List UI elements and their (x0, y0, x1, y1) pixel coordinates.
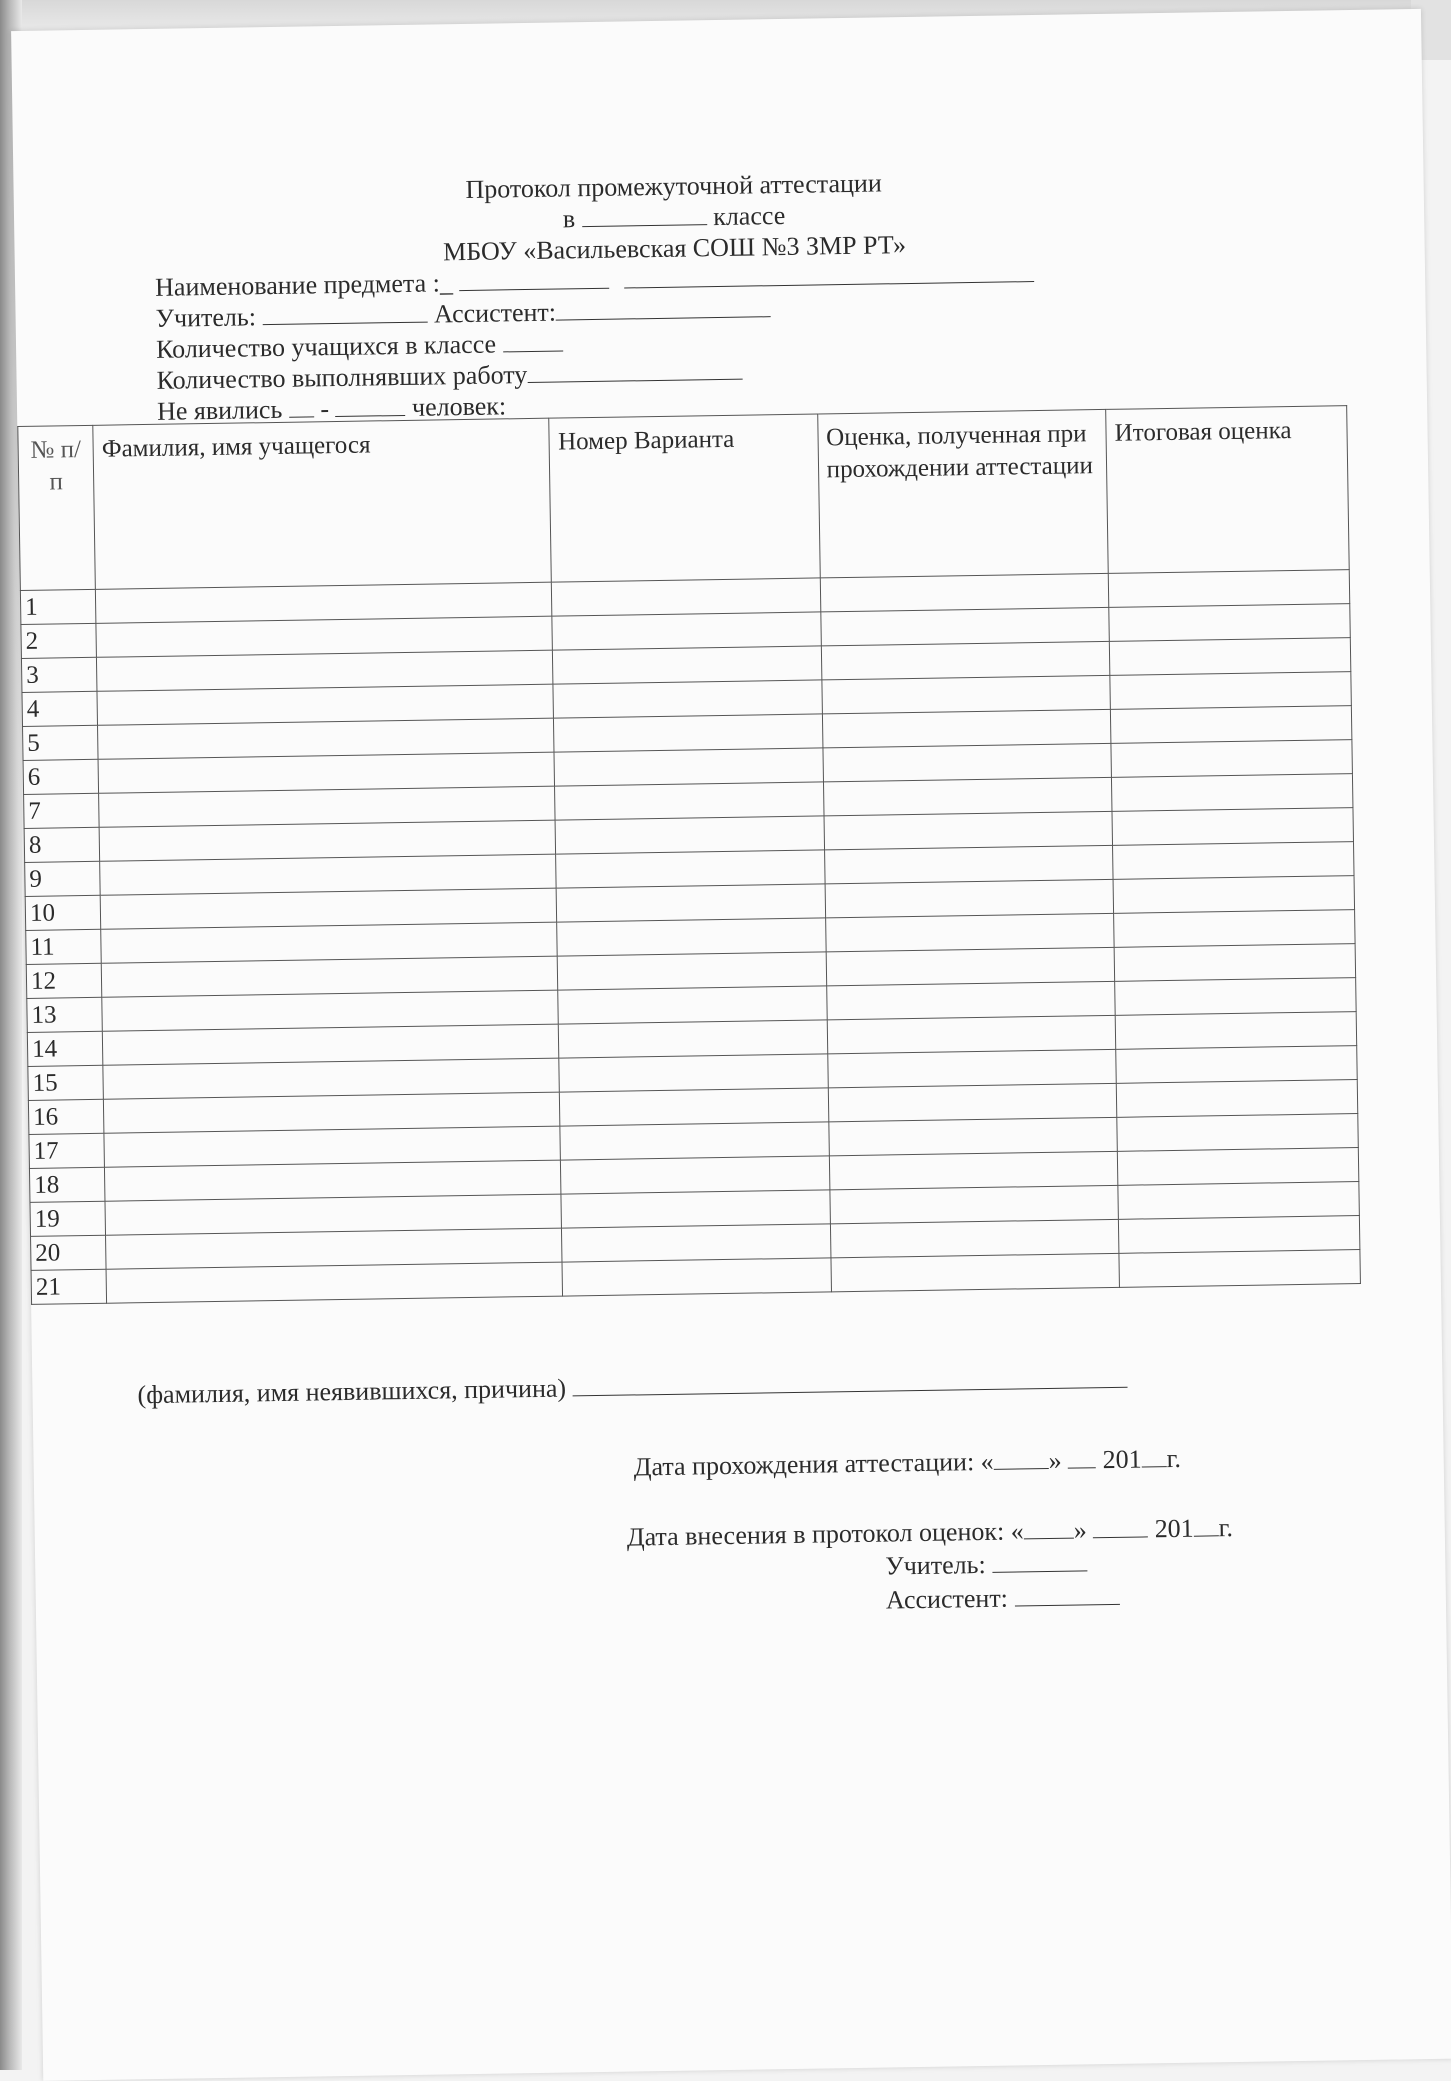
class-blank (581, 202, 706, 227)
final-grade-cell (1110, 672, 1351, 710)
entry-date-line (627, 1512, 1234, 1553)
final-grade-cell (1115, 978, 1356, 1016)
row-number-cell: 19 (30, 1201, 106, 1236)
variant-cell (559, 1054, 828, 1092)
exam-date-year: 201 (1102, 1444, 1142, 1475)
final-grade-cell (1119, 1216, 1360, 1254)
absent-note-line (137, 1364, 1127, 1411)
variant-cell (553, 646, 822, 684)
header-final-grade: Итоговая оценка (1106, 406, 1349, 574)
final-grade-cell (1108, 570, 1349, 608)
grade-cell (826, 947, 1115, 986)
grade-cell (827, 1015, 1116, 1054)
grade-cell (828, 1117, 1117, 1156)
variant-cell (557, 918, 826, 956)
row-number-cell: 15 (28, 1065, 104, 1100)
absent-note-label: (фамилия, имя неявившихся, причина) (137, 1373, 567, 1410)
variant-cell (560, 1122, 829, 1160)
student-name-cell (106, 1262, 563, 1303)
grade-cell (821, 675, 1110, 714)
grade-cell (828, 1083, 1117, 1122)
row-number-cell: 5 (23, 725, 99, 760)
school-name: МБОУ «Васильевская СОШ №3 ЗМР РТ» (442, 230, 907, 267)
variant-cell (553, 680, 822, 718)
teacher-sign-line (885, 1547, 1087, 1581)
row-number-cell: 14 (27, 1031, 103, 1066)
final-grade-cell (1114, 910, 1355, 948)
final-grade-cell (1119, 1250, 1360, 1288)
header-variant: Номер Варианта (549, 414, 820, 582)
row-number-cell: 20 (31, 1235, 107, 1270)
final-grade-cell (1109, 604, 1350, 642)
variant-cell (552, 612, 821, 650)
grade-cell (820, 573, 1109, 612)
variant-cell (558, 986, 827, 1024)
entry-month-blank (1093, 1514, 1148, 1538)
final-grade-cell (1112, 774, 1353, 812)
row-number-cell: 9 (25, 861, 101, 896)
row-number-cell: 4 (22, 691, 98, 726)
absent-blank-1 (289, 394, 314, 417)
absent-suffix: человек: (411, 391, 507, 422)
absent-blank-2 (335, 393, 405, 417)
absent-label: Не явились (156, 394, 283, 426)
grade-cell (824, 845, 1113, 884)
grade-cell (830, 1219, 1119, 1258)
row-number-cell: 16 (28, 1099, 104, 1134)
absent-dash: - (320, 394, 330, 424)
exam-date-suffix: г. (1166, 1443, 1182, 1474)
variant-cell (562, 1258, 831, 1296)
row-number-cell: 2 (21, 623, 97, 658)
exam-date-mid: » (1048, 1445, 1062, 1475)
final-grade-cell (1116, 1046, 1357, 1084)
table-header-row (18, 406, 1349, 591)
grade-cell (825, 913, 1114, 952)
variant-cell (559, 1020, 828, 1058)
grade-cell (824, 811, 1113, 850)
variant-cell (560, 1088, 829, 1126)
entry-date-label: Дата внесения в протокол оценок: « (626, 1516, 1024, 1552)
assistant-sign-blank (1014, 1582, 1119, 1607)
entry-date-mid: » (1073, 1515, 1087, 1545)
variant-cell (562, 1224, 831, 1262)
teacher-blank (262, 300, 427, 326)
grade-cell (825, 879, 1114, 918)
students-count-label: Количество учащихся в классе (155, 329, 497, 364)
grade-cell (823, 777, 1112, 816)
variant-cell (554, 748, 823, 786)
grade-cell (827, 1049, 1116, 1088)
row-number-cell: 7 (24, 793, 100, 828)
teacher-label: Учитель: (155, 302, 257, 333)
assistant-blank (556, 294, 771, 320)
completed-label: Количество выполнявших работу (156, 360, 528, 395)
final-grade-cell (1116, 1080, 1357, 1118)
subject-blank-2 (624, 259, 1034, 288)
grade-cell (826, 981, 1115, 1020)
variant-cell (558, 952, 827, 990)
exam-month-blank (1068, 1445, 1096, 1468)
row-number-cell: 17 (29, 1133, 105, 1168)
teacher-sign-blank (992, 1548, 1087, 1572)
row-number-cell: 11 (26, 929, 102, 964)
class-suffix: классе (712, 200, 786, 232)
variant-cell (561, 1190, 830, 1228)
final-grade-cell (1112, 808, 1353, 846)
final-grade-cell (1111, 740, 1352, 778)
header-grade: Оценка, полученная при прохождении аттестации (817, 409, 1108, 578)
document-page (11, 9, 1451, 2081)
table-body (20, 570, 1360, 1305)
grade-cell (829, 1151, 1118, 1190)
row-number-cell: 10 (25, 895, 101, 930)
final-grade-cell (1109, 638, 1350, 676)
grade-cell (831, 1253, 1120, 1292)
final-grade-cell (1117, 1114, 1358, 1152)
class-prefix: в (562, 204, 576, 234)
variant-cell (556, 850, 825, 888)
absent-note-blank (572, 1365, 1127, 1397)
final-grade-cell (1113, 842, 1354, 880)
protocol-header (153, 163, 1197, 427)
row-number-cell: 12 (26, 963, 102, 998)
assistant-sign-line (886, 1581, 1120, 1616)
protocol-title: Протокол промежуточной аттестации (465, 168, 882, 204)
students-count-blank (502, 328, 562, 352)
exam-date-label: Дата прохождения аттестации: « (633, 1446, 994, 1482)
grade-cell (820, 607, 1109, 646)
subject-blank-1 (459, 266, 609, 291)
header-num: № п/п (18, 425, 96, 590)
attestation-table (17, 405, 1361, 1305)
row-number-cell: 1 (20, 589, 96, 624)
entry-date-year: 201 (1154, 1513, 1194, 1544)
row-number-cell: 13 (27, 997, 103, 1032)
teacher-sign-label: Учитель: (885, 1549, 986, 1581)
exam-date-line (633, 1443, 1181, 1483)
row-number-cell: 8 (24, 827, 100, 862)
final-grade-cell (1114, 944, 1355, 982)
row-number-cell: 6 (23, 759, 99, 794)
subject-label: Наименование предмета :_ (154, 268, 454, 302)
grade-cell (822, 709, 1111, 748)
assistant-label: Ассистент: (433, 297, 557, 329)
variant-cell (555, 782, 824, 820)
exam-day-blank (993, 1446, 1048, 1470)
variant-cell (552, 578, 821, 616)
header-student-name: Фамилия, имя учащегося (93, 418, 552, 589)
final-grade-cell (1117, 1148, 1358, 1186)
assistant-sign-label: Ассистент: (885, 1583, 1009, 1615)
variant-cell (561, 1156, 830, 1194)
variant-cell (557, 884, 826, 922)
final-grade-cell (1113, 876, 1354, 914)
final-grade-cell (1111, 706, 1352, 744)
row-number-cell: 18 (29, 1167, 105, 1202)
row-number-cell: 3 (21, 657, 97, 692)
grade-cell (830, 1185, 1119, 1224)
entry-day-blank (1023, 1516, 1073, 1540)
exam-year-blank (1141, 1444, 1166, 1467)
entry-year-blank (1193, 1513, 1218, 1536)
variant-cell (554, 714, 823, 752)
entry-date-suffix: г. (1218, 1513, 1234, 1543)
final-grade-cell (1115, 1012, 1356, 1050)
completed-blank (527, 357, 742, 383)
grade-cell (821, 641, 1110, 680)
variant-cell (556, 816, 825, 854)
grade-cell (823, 743, 1112, 782)
final-grade-cell (1118, 1182, 1359, 1220)
row-number-cell: 21 (31, 1269, 107, 1304)
